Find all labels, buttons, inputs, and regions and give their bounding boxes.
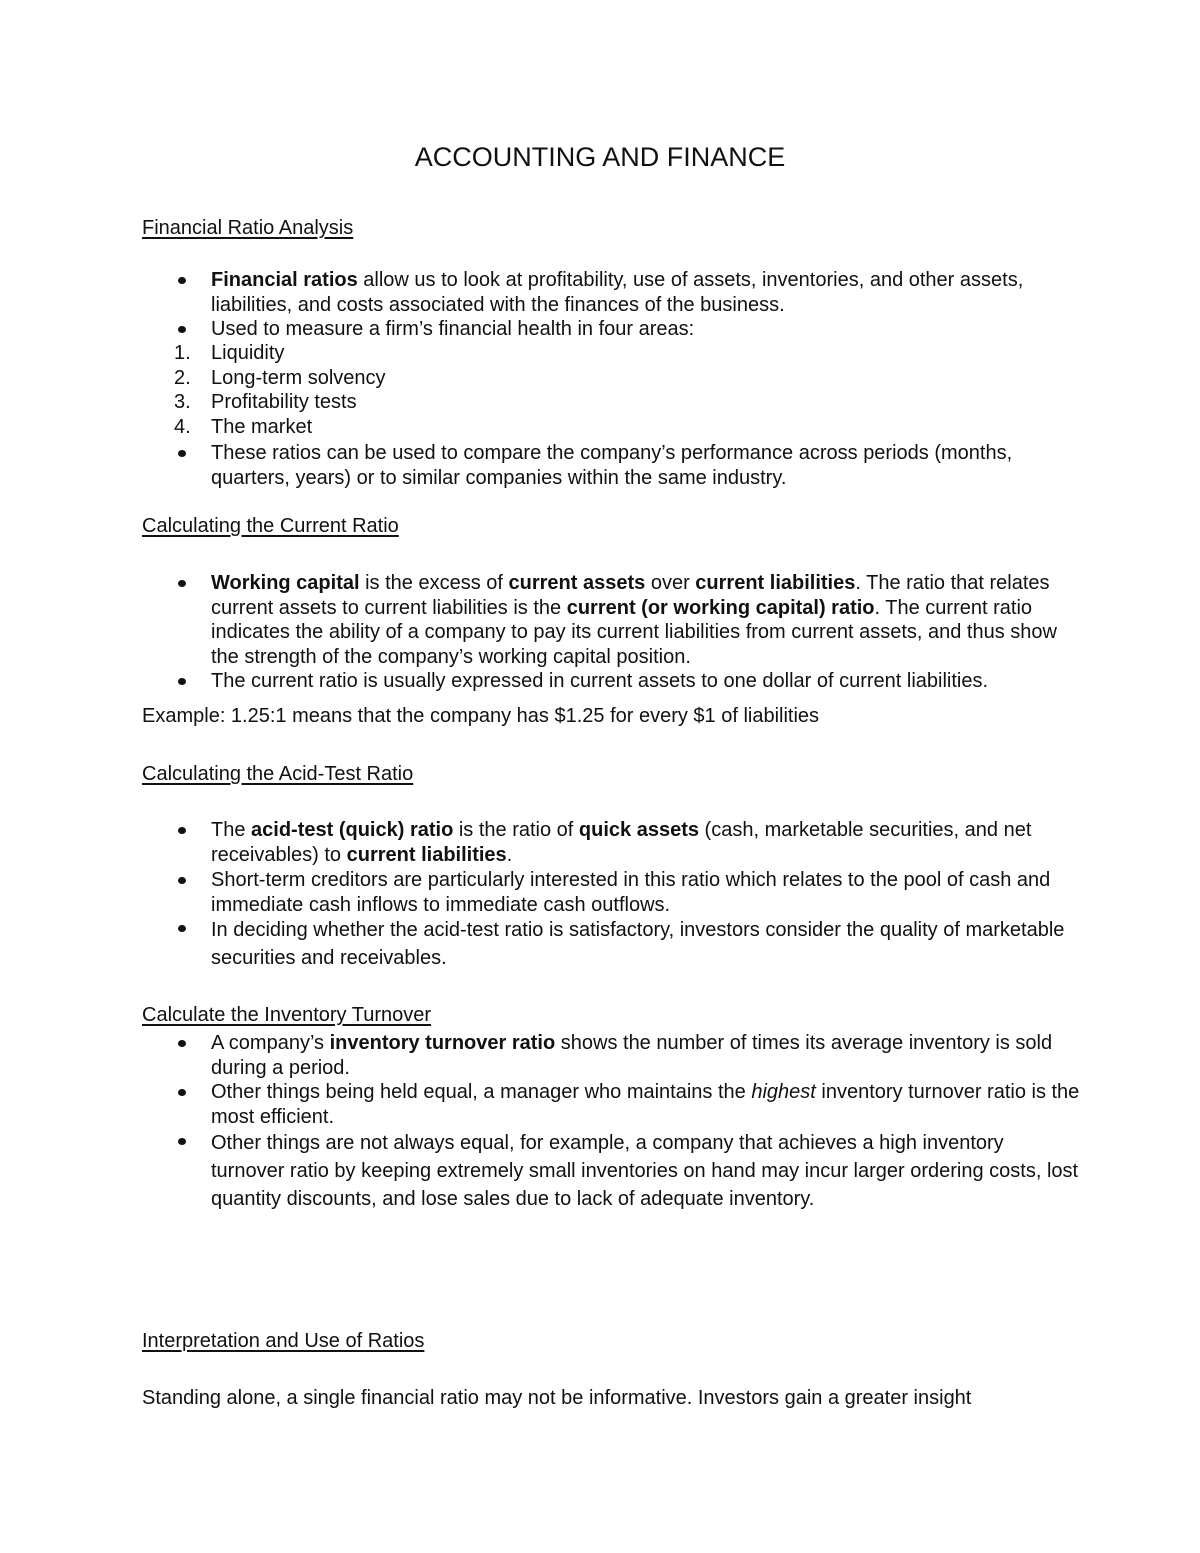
item-text: The market [211, 416, 313, 438]
section-heading-interpretation: Interpretation and Use of Ratios [142, 1330, 425, 1352]
section-heading-inventory-turnover: Calculate the Inventory Turnover [142, 1004, 432, 1026]
list-item [211, 317, 1081, 342]
item-number: 1. [174, 342, 191, 364]
bullet-icon [178, 580, 186, 587]
example-text: Example: 1.25:1 means that the company has $1.25 for every $1 of liabilities [142, 705, 820, 727]
item-text: inventory turnover ratio is the most efficient. [211, 1081, 1080, 1128]
item-text: These ratios can be used to compare the company’s performance across periods (months, quarters, years) or to similar companies within the same industry. [211, 442, 1013, 489]
list-item [211, 268, 1081, 317]
item-text: Long-term solvency [211, 367, 386, 389]
bullet-icon [178, 1089, 186, 1096]
item-text: In deciding whether the acid-test ratio is satisfactory, investors consider the quality of marketable securities and receivables. [211, 919, 1065, 969]
list-item [211, 571, 1081, 669]
item-text: is the ratio of [453, 819, 579, 841]
item-text: is the excess of [359, 572, 509, 594]
numbered-item [174, 415, 1081, 440]
item-text: Other things being held equal, a manager who maintains the [211, 1081, 752, 1103]
bold-term: quick assets [578, 819, 699, 841]
numbered-item [174, 366, 1081, 391]
list-item [211, 1031, 1081, 1080]
item-text: Profitability tests [211, 391, 357, 413]
bullet-icon [178, 1138, 186, 1145]
item-text: Other things are not always equal, for example, a company that achieves a high inventory turnover ratio by keeping extremely small inventories on hand may incur larger ordering costs, lost quantity discounts, and lose sales due to lack of adequate inventory. [211, 1132, 1079, 1210]
item-text: The current ratio is usually expressed in current assets to one dollar of current liabilities. [211, 670, 989, 692]
bold-term: current liabilities [346, 843, 507, 866]
bullet-icon [178, 925, 186, 932]
bullet-icon [178, 1040, 186, 1047]
item-text: The [211, 819, 252, 841]
bullet-icon [178, 678, 186, 685]
item-text: (cash, marketable securities, and net receivables) to [211, 819, 1032, 866]
bullet-icon [178, 277, 186, 284]
bullet-icon [178, 450, 186, 457]
section-heading-current-ratio: Calculating the Current Ratio [142, 515, 399, 537]
bold-term: current (or working capital) ratio [566, 596, 875, 619]
document-title: ACCOUNTING AND FINANCE [414, 142, 786, 172]
numbered-item [174, 390, 1081, 415]
numbered-item [174, 341, 1081, 366]
item-number: 3. [174, 391, 191, 413]
item-text: Used to measure a firm’s financial health in four areas: [211, 318, 695, 340]
bold-term: current assets [508, 572, 646, 594]
item-text: Short-term creditors are particularly interested in this ratio which relates to the pool of cash and immediate cash inflows to immediate cash outflows. [211, 869, 1051, 916]
list-item [211, 1129, 1081, 1213]
list-item [211, 916, 1081, 972]
bullet-icon [178, 827, 186, 834]
item-text: . [506, 843, 513, 866]
list-item [211, 818, 1081, 867]
body-paragraph: Standing alone, a single financial ratio may not be informative. Investors gain a greater insight [142, 1387, 972, 1409]
item-text: shows the number of times its average inventory is sold during a period. [211, 1032, 1053, 1079]
item-number: 4. [174, 416, 191, 438]
item-text: A company’s [211, 1032, 330, 1054]
list-item [211, 1080, 1081, 1129]
item-text: . The ratio that relates current assets to current liabilities is the [211, 572, 1050, 619]
list-item [211, 669, 1081, 694]
item-text: allow us to look at profitability, use of assets, inventories, and other assets, liabilities, and costs associated with the finances of the business. [211, 269, 1024, 316]
bold-term: acid-test (quick) ratio [251, 819, 454, 841]
item-number: 2. [174, 367, 191, 389]
list-item [211, 868, 1081, 917]
italic-term: highest [751, 1081, 816, 1103]
item-text: Liquidity [211, 342, 285, 364]
bold-term: Financial ratios [211, 269, 358, 291]
bold-term: Working capital [211, 572, 360, 594]
bullet-icon [178, 877, 186, 884]
list-item [211, 441, 1081, 490]
bold-term: current liabilities [695, 572, 856, 594]
item-text: over [645, 572, 696, 594]
section-heading-financial-ratio-analysis: Financial Ratio Analysis [142, 217, 354, 239]
bold-term: inventory turnover ratio [329, 1032, 556, 1054]
item-text: . The current ratio indicates the ability of a company to pay its current liabilities from current assets, and thus show the strength of the company’s working capital position. [211, 596, 1057, 668]
bullet-icon [178, 326, 186, 333]
section-heading-acid-test-ratio: Calculating the Acid-Test Ratio [142, 763, 414, 785]
